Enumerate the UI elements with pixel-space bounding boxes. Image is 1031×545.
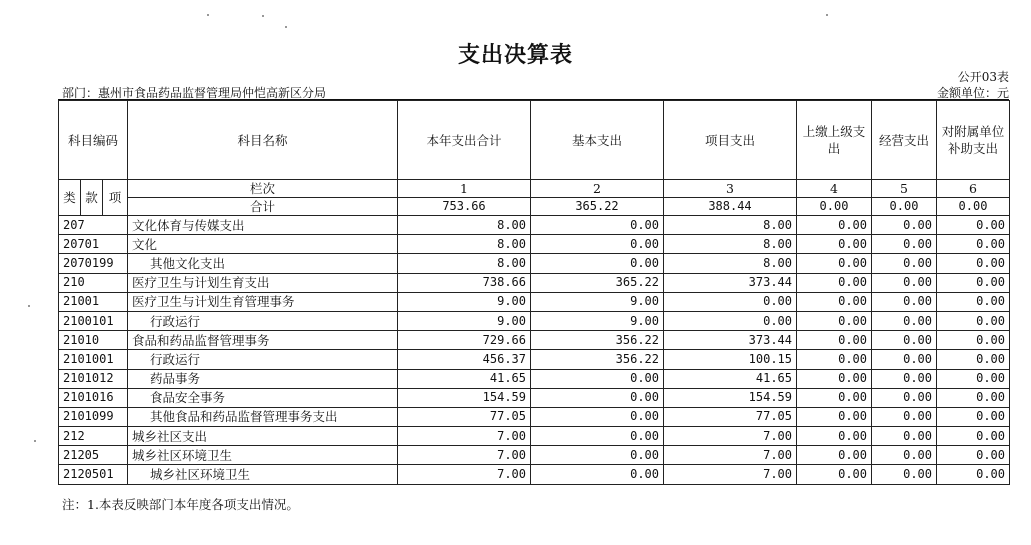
subject-code: 2101012 xyxy=(59,369,128,388)
amount-cell: 154.59 xyxy=(398,388,531,407)
form-number: 公开03表 xyxy=(957,70,1009,84)
amount-cell: 0.00 xyxy=(797,235,872,254)
amount-cell: 9.00 xyxy=(531,311,664,330)
subject-name: 食品安全事务 xyxy=(128,388,398,407)
amount-cell: 0.00 xyxy=(872,235,937,254)
table-row xyxy=(59,407,1010,426)
table-row xyxy=(59,427,1010,446)
subject-name: 医疗卫生与计划生育支出 xyxy=(128,273,398,292)
amount-cell: 7.00 xyxy=(398,465,531,484)
amount-cell: 0.00 xyxy=(872,311,937,330)
column-label: 栏次 xyxy=(128,180,398,198)
amount-cell: 0.00 xyxy=(937,311,1010,330)
amount-cell: 0.00 xyxy=(797,254,872,273)
amount-cell: 0.00 xyxy=(664,311,797,330)
amount-cell: 0.00 xyxy=(937,465,1010,484)
amount-cell: 0.00 xyxy=(531,388,664,407)
amount-cell: 729.66 xyxy=(398,331,531,350)
amount-cell: 8.00 xyxy=(398,254,531,273)
amount-cell: 456.37 xyxy=(398,350,531,369)
col-header-kuan: 款 xyxy=(81,180,103,216)
amount-cell: 373.44 xyxy=(664,273,797,292)
footnote: 注：1.本表反映部门本年度各项支出情况。 xyxy=(62,497,299,512)
amount-cell: 0.00 xyxy=(531,465,664,484)
amount-cell: 0.00 xyxy=(872,369,937,388)
amount-cell: 0.00 xyxy=(872,273,937,292)
col-header-code: 科目编码 xyxy=(59,101,128,180)
scan-speck xyxy=(28,305,30,307)
subject-code: 2101016 xyxy=(59,388,128,407)
amount-cell: 0.00 xyxy=(872,216,937,235)
col-header-xiang: 项 xyxy=(103,180,128,216)
amount-cell: 0.00 xyxy=(872,427,937,446)
col-header-total: 本年支出合计 xyxy=(398,101,531,180)
table-row xyxy=(59,311,1010,330)
amount-unit-label: 金额单位：元 xyxy=(936,86,1009,100)
amount-cell: 356.22 xyxy=(531,331,664,350)
table-row xyxy=(59,292,1010,311)
department-label: 部门：惠州市食品药品监督管理局仲恺高新区分局 xyxy=(62,86,327,100)
amount-cell: 0.00 xyxy=(937,369,1010,388)
col-header-subsidy: 对附属单位补助支出 xyxy=(937,101,1010,180)
amount-cell: 373.44 xyxy=(664,331,797,350)
subject-code: 210 xyxy=(59,273,128,292)
scan-speck xyxy=(207,14,209,16)
amount-cell: 0.00 xyxy=(937,254,1010,273)
table-row xyxy=(59,446,1010,465)
amount-cell: 0.00 xyxy=(797,273,872,292)
amount-cell: 0.00 xyxy=(937,407,1010,426)
sum-label: 合计 xyxy=(128,198,398,216)
subject-code: 2100101 xyxy=(59,311,128,330)
subject-name: 文化体育与传媒支出 xyxy=(128,216,398,235)
subject-code: 212 xyxy=(59,427,128,446)
table-row xyxy=(59,254,1010,273)
amount-cell: 0.00 xyxy=(872,350,937,369)
table-row xyxy=(59,369,1010,388)
amount-cell: 0.00 xyxy=(937,331,1010,350)
amount-cell: 0.00 xyxy=(937,235,1010,254)
subject-name: 城乡社区环境卫生 xyxy=(128,446,398,465)
col-header-basic: 基本支出 xyxy=(531,101,664,180)
amount-cell: 8.00 xyxy=(398,216,531,235)
column-number: 1 xyxy=(398,180,531,198)
amount-cell: 0.00 xyxy=(664,292,797,311)
sum-cell: 753.66 xyxy=(398,198,531,216)
amount-cell: 7.00 xyxy=(664,427,797,446)
subject-name: 医疗卫生与计划生育管理事务 xyxy=(128,292,398,311)
amount-cell: 356.22 xyxy=(531,350,664,369)
col-header-project: 项目支出 xyxy=(664,101,797,180)
table-row xyxy=(59,350,1010,369)
scan-speck xyxy=(262,15,264,17)
subject-code: 2101001 xyxy=(59,350,128,369)
column-number: 5 xyxy=(872,180,937,198)
amount-cell: 77.05 xyxy=(398,407,531,426)
amount-cell: 0.00 xyxy=(531,427,664,446)
amount-cell: 0.00 xyxy=(531,407,664,426)
amount-cell: 0.00 xyxy=(937,350,1010,369)
sum-cell: 0.00 xyxy=(937,198,1010,216)
table-row xyxy=(59,273,1010,292)
col-header-operating: 经营支出 xyxy=(872,101,937,180)
amount-cell: 0.00 xyxy=(531,216,664,235)
subject-name: 行政运行 xyxy=(128,350,398,369)
col-header-name: 科目名称 xyxy=(128,101,398,180)
column-number: 4 xyxy=(797,180,872,198)
amount-cell: 154.59 xyxy=(664,388,797,407)
amount-cell: 8.00 xyxy=(664,235,797,254)
amount-cell: 0.00 xyxy=(531,235,664,254)
subject-code: 2120501 xyxy=(59,465,128,484)
column-number: 6 xyxy=(937,180,1010,198)
amount-cell: 9.00 xyxy=(398,292,531,311)
amount-cell: 9.00 xyxy=(531,292,664,311)
amount-cell: 7.00 xyxy=(398,427,531,446)
subject-name: 文化 xyxy=(128,235,398,254)
subject-name: 药品事务 xyxy=(128,369,398,388)
amount-cell: 0.00 xyxy=(797,446,872,465)
subject-code: 21001 xyxy=(59,292,128,311)
subject-name: 城乡社区环境卫生 xyxy=(128,465,398,484)
amount-cell: 0.00 xyxy=(797,388,872,407)
table-row xyxy=(59,235,1010,254)
sum-row xyxy=(59,198,1010,216)
amount-cell: 0.00 xyxy=(872,446,937,465)
amount-cell: 8.00 xyxy=(664,216,797,235)
amount-cell: 0.00 xyxy=(872,254,937,273)
subject-name: 行政运行 xyxy=(128,311,398,330)
amount-cell: 0.00 xyxy=(872,465,937,484)
subject-code: 207 xyxy=(59,216,128,235)
amount-cell: 0.00 xyxy=(531,369,664,388)
amount-cell: 0.00 xyxy=(797,292,872,311)
table-row xyxy=(59,388,1010,407)
amount-cell: 0.00 xyxy=(797,369,872,388)
header-row xyxy=(59,101,1010,180)
amount-cell: 9.00 xyxy=(398,311,531,330)
amount-cell: 365.22 xyxy=(531,273,664,292)
table-row xyxy=(59,465,1010,484)
column-number: 3 xyxy=(664,180,797,198)
amount-cell: 0.00 xyxy=(872,292,937,311)
column-number-row xyxy=(59,180,1010,198)
amount-cell: 0.00 xyxy=(937,427,1010,446)
amount-cell: 7.00 xyxy=(664,465,797,484)
amount-cell: 8.00 xyxy=(398,235,531,254)
subject-code: 2070199 xyxy=(59,254,128,273)
amount-cell: 0.00 xyxy=(797,407,872,426)
subject-name: 城乡社区支出 xyxy=(128,427,398,446)
amount-cell: 0.00 xyxy=(797,216,872,235)
subject-code: 21010 xyxy=(59,331,128,350)
scan-speck xyxy=(34,440,36,442)
amount-cell: 77.05 xyxy=(664,407,797,426)
sum-cell: 365.22 xyxy=(531,198,664,216)
amount-cell: 0.00 xyxy=(937,388,1010,407)
subject-name: 食品和药品监督管理事务 xyxy=(128,331,398,350)
column-number: 2 xyxy=(531,180,664,198)
amount-cell: 0.00 xyxy=(872,388,937,407)
table-row xyxy=(59,216,1010,235)
expenditure-table xyxy=(58,100,1010,485)
scan-speck xyxy=(285,26,287,28)
subject-code: 20701 xyxy=(59,235,128,254)
sum-cell: 0.00 xyxy=(872,198,937,216)
amount-cell: 100.15 xyxy=(664,350,797,369)
table-body xyxy=(59,216,1010,485)
sum-cell: 388.44 xyxy=(664,198,797,216)
sum-cell: 0.00 xyxy=(797,198,872,216)
amount-cell: 7.00 xyxy=(398,446,531,465)
amount-cell: 0.00 xyxy=(937,216,1010,235)
amount-cell: 0.00 xyxy=(797,311,872,330)
subject-code: 21205 xyxy=(59,446,128,465)
amount-cell: 41.65 xyxy=(398,369,531,388)
amount-cell: 0.00 xyxy=(937,292,1010,311)
col-header-lei: 类 xyxy=(59,180,81,216)
amount-cell: 0.00 xyxy=(797,331,872,350)
amount-cell: 0.00 xyxy=(797,465,872,484)
amount-cell: 0.00 xyxy=(937,446,1010,465)
col-header-superior: 上缴上级支出 xyxy=(797,101,872,180)
subject-code: 2101099 xyxy=(59,407,128,426)
amount-cell: 0.00 xyxy=(937,273,1010,292)
amount-cell: 0.00 xyxy=(797,350,872,369)
amount-cell: 0.00 xyxy=(531,254,664,273)
amount-cell: 7.00 xyxy=(664,446,797,465)
amount-cell: 738.66 xyxy=(398,273,531,292)
page-title: 支出决算表 xyxy=(457,42,573,68)
amount-cell: 8.00 xyxy=(664,254,797,273)
amount-cell: 0.00 xyxy=(872,407,937,426)
scan-speck xyxy=(826,14,828,16)
table-row xyxy=(59,331,1010,350)
amount-cell: 41.65 xyxy=(664,369,797,388)
amount-cell: 0.00 xyxy=(531,446,664,465)
subject-name: 其他食品和药品监督管理事务支出 xyxy=(128,407,398,426)
amount-cell: 0.00 xyxy=(797,427,872,446)
amount-cell: 0.00 xyxy=(872,331,937,350)
subject-name: 其他文化支出 xyxy=(128,254,398,273)
